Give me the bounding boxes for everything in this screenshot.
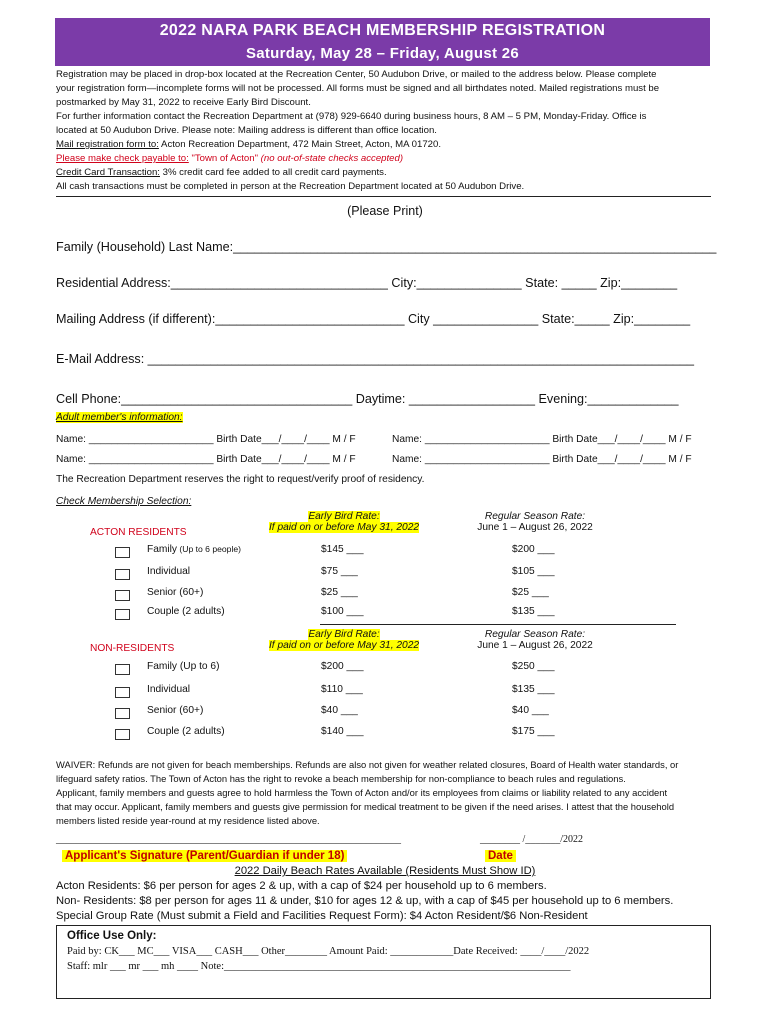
waiver-line: lifeguard safety ratios. The Town of Acton has the right to revoke a beach membership for non-compliance to beach rules and regulations.	[56, 773, 626, 784]
intro-line: your registration form—incomplete forms will not be processed. All forms must be signed and all birthdates noted. Mailed registrations must be	[56, 83, 660, 94]
signature-label: Applicant's Signature (Parent/Guardian if under 18)	[62, 850, 347, 862]
credit-card-value: 3% credit card fee added to all credit card payments.	[159, 167, 387, 178]
membership-checkbox[interactable]	[115, 609, 130, 620]
non-residents-heading: NON-RESIDENTS	[90, 643, 175, 654]
residency-notice: The Recreation Department reserves the right to request/verify proof of residency.	[56, 474, 425, 485]
intro-line: For further information contact the Recreation Department at (978) 929-6640 during business hours, 8 AM – 5 PM, Monday-Friday. Office is	[56, 111, 647, 122]
early-bird-price[interactable]: $25 ___	[321, 587, 358, 598]
daily-rates-title: 2022 Daily Beach Rates Available (Residents Must Show ID)	[234, 865, 536, 877]
waiver-line: WAIVER: Refunds are not given for beach memberships. Refunds are also not given for weather related closures, Board of Health water standards, or	[56, 759, 679, 770]
regular-season-price[interactable]: $250 ___	[512, 661, 555, 672]
intro-line: located at 50 Audubon Drive. Please note: Mailing address is different than office location.	[56, 125, 437, 136]
regular-season-subtitle: June 1 – August 26, 2022	[477, 640, 593, 651]
mail-to-address: Acton Recreation Department, 472 Main Street, Acton, MA 01720.	[158, 139, 442, 150]
intro-line: postmarked by May 31, 2022 to receive Early Bird Discount.	[56, 97, 311, 108]
membership-checkbox[interactable]	[115, 569, 130, 580]
membership-checkbox[interactable]	[115, 708, 130, 719]
early-bird-heading	[266, 511, 422, 533]
adult-members-heading: Adult member's information:	[56, 412, 183, 423]
adult-member-row[interactable]: Name: ______________________ Birth Date___/____/____ M / F	[392, 454, 692, 465]
mailing-address-field[interactable]: Mailing Address (if different):___________________________ City _______________ State:_____ Zip:________	[56, 312, 691, 326]
section-divider	[320, 624, 676, 625]
membership-checkbox[interactable]	[115, 590, 130, 601]
membership-option-name: Family	[147, 544, 177, 555]
waiver-line: Applicant, family members and guests agree to hold harmless the Town of Acton and/or its employees from claims or liability related to any accident	[56, 787, 668, 798]
credit-card-label: Credit Card Transaction:	[56, 167, 160, 178]
waiver-text	[56, 758, 678, 828]
membership-option-label	[147, 566, 190, 577]
regular-season-price[interactable]: $175 ___	[512, 726, 555, 737]
membership-checkbox[interactable]	[115, 547, 130, 558]
membership-checkbox[interactable]	[115, 664, 130, 675]
mail-to-label: Mail registration form to:	[56, 139, 159, 150]
cash-line: All cash transactions must be completed in person at the Recreation Department located at 50 Audubon Drive.	[56, 181, 525, 192]
early-bird-heading	[266, 629, 422, 651]
credit-card-line	[56, 166, 711, 180]
office-use-box	[56, 925, 711, 999]
adult-member-row[interactable]: Name: ______________________ Birth Date___/____/____ M / F	[392, 434, 692, 445]
waiver-line: that may occur. Applicant, family members and guests give permission for medical treatment to be given if the need arises. I attest that the household	[56, 801, 675, 812]
daily-rate-nonresident: Non- Residents: $8 per person for ages 11 & under, $10 for ages 12 & up, with a cap of $45 per household up to 6 members.	[56, 895, 674, 907]
check-payable-label: Please make check payable to:	[56, 153, 189, 164]
date-label: Date	[485, 850, 516, 862]
please-print-note: (Please Print)	[347, 204, 423, 218]
regular-season-price[interactable]: $135 ___	[512, 684, 555, 695]
regular-season-price[interactable]: $25 ___	[512, 587, 549, 598]
residential-address-field[interactable]: Residential Address:_______________________________ City:_______________ State: _____ Zip:________	[56, 276, 678, 290]
early-bird-subtitle: If paid on or before May 31, 2022	[268, 640, 420, 651]
regular-season-price[interactable]: $200 ___	[512, 544, 555, 555]
acton-residents-heading: ACTON RESIDENTS	[90, 527, 187, 538]
early-bird-title: Early Bird Rate:	[308, 629, 380, 640]
divider	[56, 196, 711, 197]
mail-to-line	[56, 138, 711, 152]
office-staff-line[interactable]: Staff: mlr ___ mr ___ mh ____ Note:__________________________________________________________________	[67, 961, 571, 972]
signature-line[interactable]: _____________________________________________________________________	[56, 834, 401, 845]
regular-season-subtitle: June 1 – August 26, 2022	[477, 522, 593, 533]
early-bird-price[interactable]: $145 ___	[321, 544, 364, 555]
membership-option-name: Individual	[147, 684, 191, 695]
membership-option-label	[147, 544, 241, 555]
membership-checkbox[interactable]	[115, 687, 130, 698]
early-bird-title: Early Bird Rate:	[308, 511, 380, 522]
membership-selection-label: Check Membership Selection:	[56, 496, 192, 507]
membership-option-label	[147, 726, 225, 737]
early-bird-price[interactable]: $140 ___	[321, 726, 364, 737]
form-title: 2022 NARA PARK BEACH MEMBERSHIP REGISTRATION	[159, 22, 606, 39]
form-dates: Saturday, May 28 – Friday, August 26	[245, 45, 520, 62]
regular-season-price[interactable]: $105 ___	[512, 566, 555, 577]
intro-line: Registration may be placed in drop-box located at the Recreation Center, 50 Audubon Drive, or mailed to the address below. Please complete	[56, 69, 657, 80]
check-payable-value: "Town of Acton"	[188, 153, 261, 164]
membership-option-label	[147, 705, 203, 716]
membership-option-label	[147, 661, 219, 672]
regular-season-heading	[455, 511, 615, 533]
adult-member-row[interactable]: Name: ______________________ Birth Date___/____/____ M / F	[56, 434, 356, 445]
family-last-name-field[interactable]: Family (Household) Last Name:_____________________________________________________________________	[56, 240, 717, 254]
signature-date-line[interactable]: ________ /_______/2022	[480, 834, 584, 845]
membership-option-name: Couple (2 adults)	[147, 726, 225, 737]
early-bird-price[interactable]: $75 ___	[321, 566, 358, 577]
regular-season-price[interactable]: $135 ___	[512, 606, 555, 617]
adult-member-row[interactable]: Name: ______________________ Birth Date___/____/____ M / F	[56, 454, 356, 465]
regular-season-heading	[455, 629, 615, 651]
waiver-line: members listed reside year-round at my residence listed above.	[56, 815, 320, 826]
office-use-title: Office Use Only:	[67, 930, 157, 942]
email-field[interactable]: E-Mail Address: ______________________________________________________________________________	[56, 352, 695, 366]
membership-option-name: Senior (60+)	[147, 705, 204, 716]
regular-season-price[interactable]: $40 ___	[512, 705, 549, 716]
office-payment-line[interactable]: Paid by: CK___ MC___ VISA___ CASH___ Other________ Amount Paid: ____________Date Received: ____/____/2022	[67, 946, 590, 957]
membership-option-name: Family (Up to 6)	[147, 661, 220, 672]
form-header	[55, 18, 710, 66]
early-bird-price[interactable]: $100 ___	[321, 606, 364, 617]
membership-checkbox[interactable]	[115, 729, 130, 740]
membership-option-label	[147, 684, 190, 695]
regular-season-title: Regular Season Rate:	[484, 629, 586, 640]
membership-option-label	[147, 587, 203, 598]
regular-season-title: Regular Season Rate:	[484, 511, 586, 522]
early-bird-subtitle: If paid on or before May 31, 2022	[268, 522, 420, 533]
early-bird-price[interactable]: $110 ___	[321, 684, 363, 695]
early-bird-price[interactable]: $200 ___	[321, 661, 364, 672]
daily-rate-group: Special Group Rate (Must submit a Field and Facilities Request Form): $4 Acton Resident/$6 Non-Resident	[56, 910, 588, 922]
membership-option-note: (Up to 6 people)	[177, 544, 242, 554]
check-payable-line	[56, 152, 711, 166]
check-payable-note: (no out-of-state checks accepted)	[260, 153, 404, 164]
membership-option-name: Individual	[147, 566, 191, 577]
membership-option-label	[147, 606, 225, 617]
adult-members-label	[56, 412, 183, 423]
daily-rate-resident: Acton Residents: $6 per person for ages 2 & up, with a cap of $24 per household up to 6 members.	[56, 880, 547, 892]
membership-option-name: Senior (60+)	[147, 587, 204, 598]
membership-option-name: Couple (2 adults)	[147, 606, 225, 617]
early-bird-price[interactable]: $40 ___	[321, 705, 358, 716]
phone-fields[interactable]: Cell Phone:_________________________________ Daytime: __________________ Evening:_____________	[56, 392, 679, 406]
